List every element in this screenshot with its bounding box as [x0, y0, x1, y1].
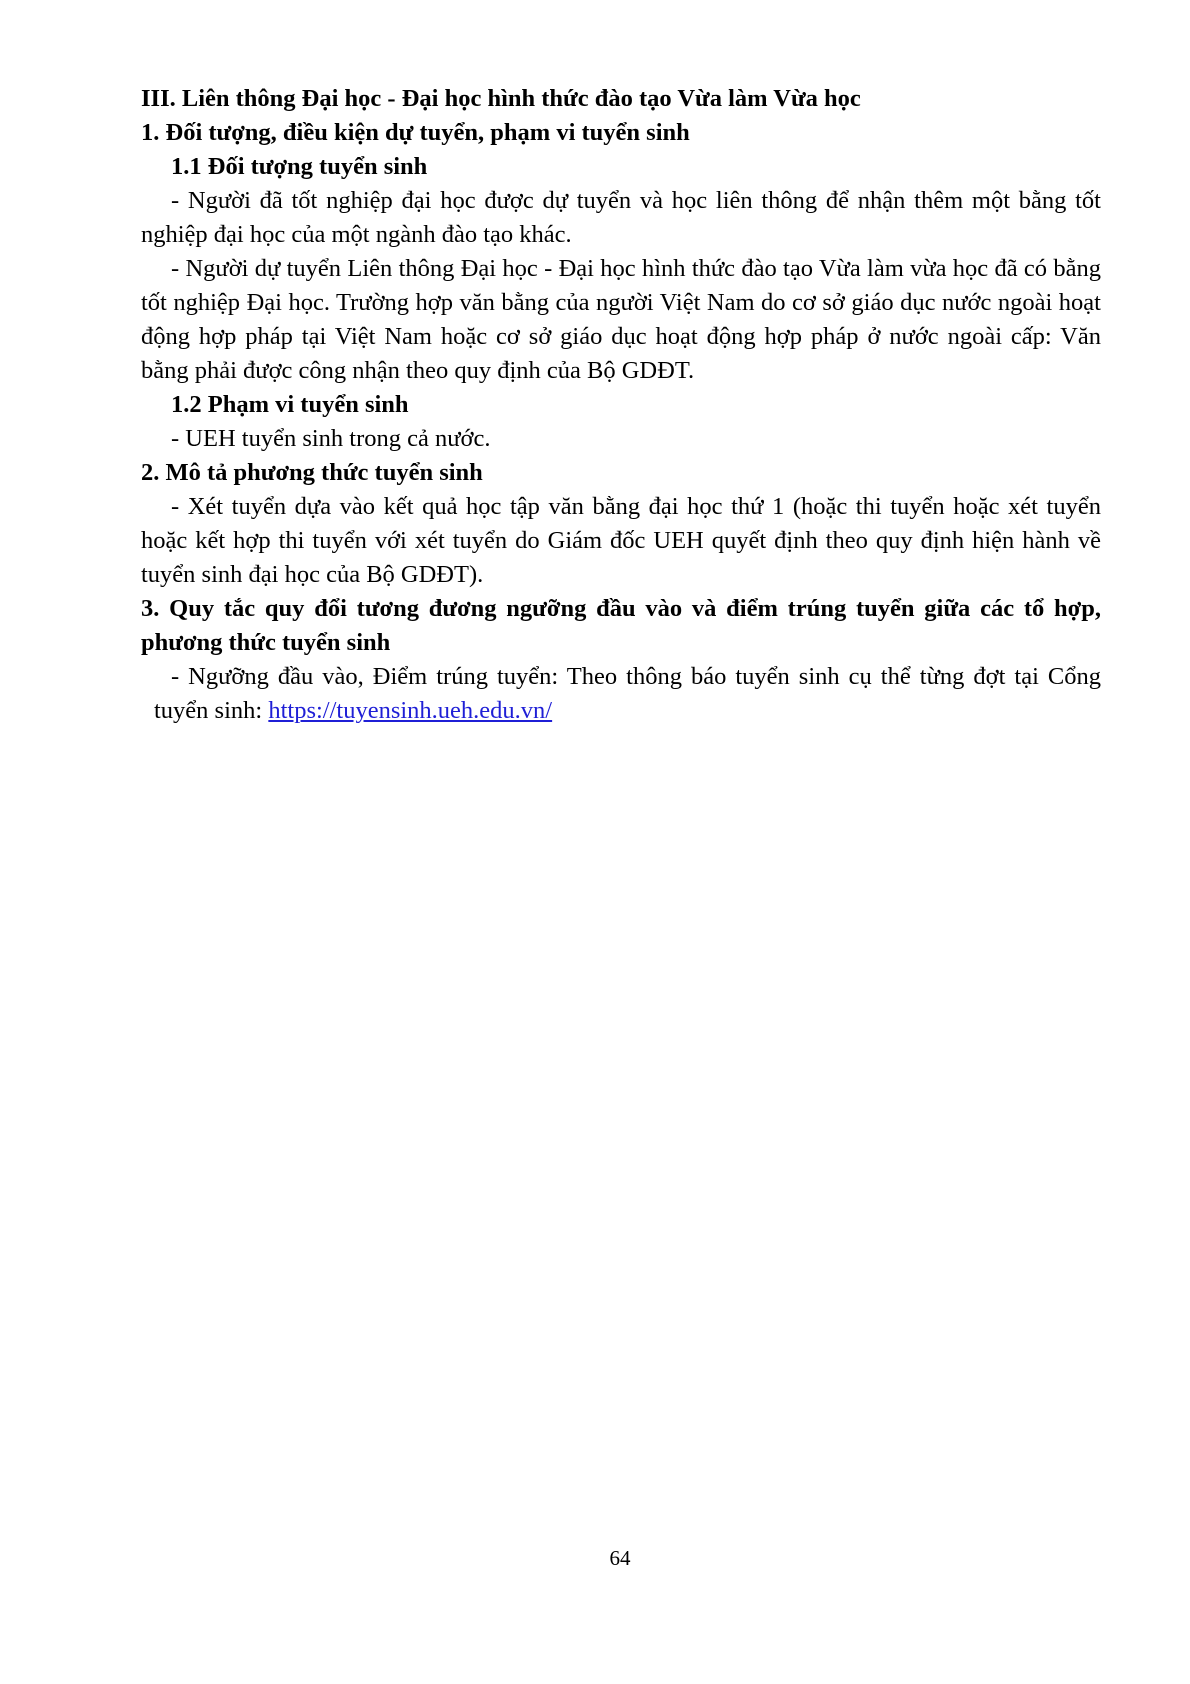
- heading-3: 3. Quy tắc quy đổi tương đương ngưỡng đầu vào và điểm trúng tuyển giữa các tổ hợp, phương thức tuyển sinh: [141, 595, 1101, 656]
- paragraph-3: [141, 660, 1101, 728]
- paragraph-1-2: - UEH tuyển sinh trong cả nước.: [171, 425, 491, 452]
- heading-2: 2. Mô tả phương thức tuyển sinh: [141, 459, 483, 486]
- admissions-portal-link[interactable]: https://tuyensinh.ueh.edu.vn/: [268, 697, 553, 724]
- paragraph-1-1-a: - Người đã tốt nghiệp đại học được dự tuyển và học liên thông để nhận thêm một bằng tốt nghiệp đại học của một ngành đào tạo khác.: [141, 187, 1101, 248]
- paragraph-3-text: - Ngưỡng đầu vào, Điểm trúng tuyển: Theo thông báo tuyển sinh cụ thể từng đợt tại Cổng tuyển sinh:: [154, 663, 1101, 724]
- document-body: [141, 82, 1101, 728]
- heading-1: 1. Đối tượng, điều kiện dự tuyển, phạm vi tuyển sinh: [141, 119, 690, 146]
- section-title: III. Liên thông Đại học - Đại học hình thức đào tạo Vừa làm Vừa học: [141, 85, 861, 112]
- heading-1-1: 1.1 Đối tượng tuyển sinh: [171, 153, 428, 180]
- heading-1-2: 1.2 Phạm vi tuyển sinh: [171, 391, 409, 418]
- page-number: 64: [609, 1546, 631, 1570]
- paragraph-2: - Xét tuyển dựa vào kết quả học tập văn bằng đại học thứ 1 (hoặc thi tuyển hoặc xét tuyển hoặc kết hợp thi tuyển với xét tuyển do Giám đốc UEH quyết định theo quy định hiện hành về tuyển sinh đại học của Bộ GDĐT).: [141, 493, 1101, 588]
- paragraph-1-1-b: - Người dự tuyển Liên thông Đại học - Đại học hình thức đào tạo Vừa làm vừa học đã có bằng tốt nghiệp Đại học. Trường hợp văn bằng của người Việt Nam do cơ sở giáo dục nước ngoài hoạt động hợp pháp tại Việt Nam hoặc cơ sở giáo dục hoạt động hợp pháp ở nước ngoài cấp: Văn bằng phải được công nhận theo quy định của Bộ GDĐT.: [141, 255, 1101, 384]
